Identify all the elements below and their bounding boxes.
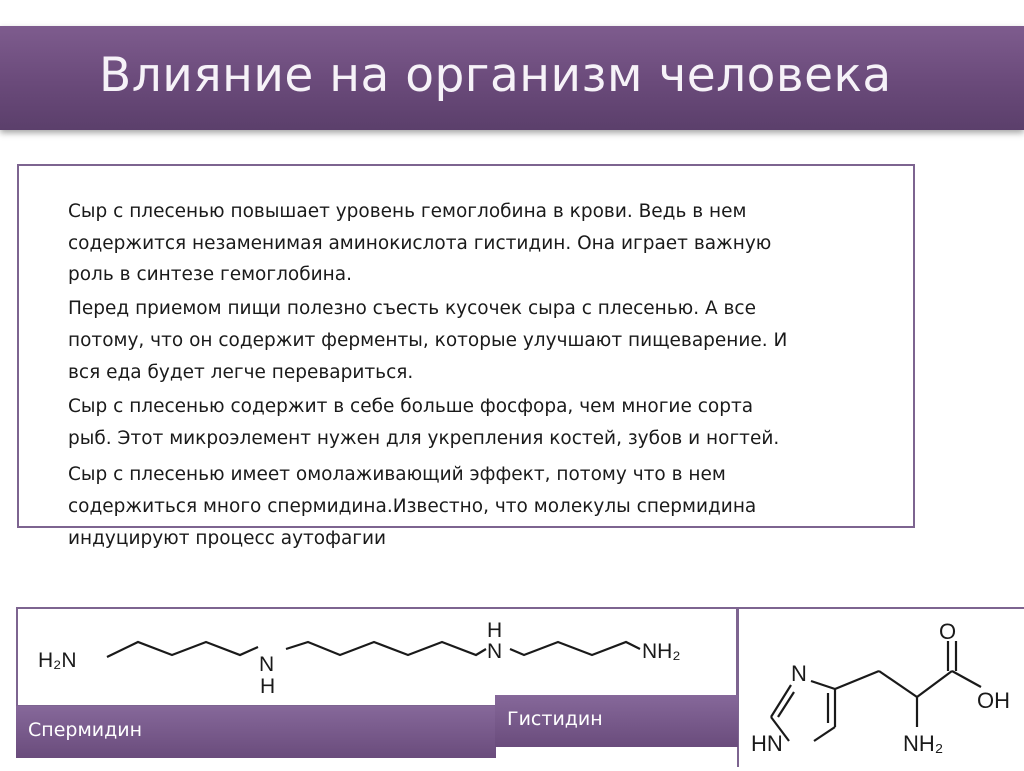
atom-n: N — [259, 653, 275, 676]
text-line: роль в синтезе гемоглобина. — [68, 264, 352, 285]
atom-h: H — [487, 619, 503, 642]
atom-nh2: NH₂ — [642, 640, 681, 663]
text-line: Сыр с плесенью повышает уровень гемоглобина в крови. Ведь в нем — [68, 201, 747, 222]
spermidine-formula-box — [16, 607, 738, 707]
text-line: содержится незаменимая аминокислота гистидин. Она играет важную — [68, 233, 772, 254]
text-line: Сыр с плесенью содержит в себе больше фосфора, чем многие сорта — [68, 396, 754, 417]
spermidine-bonds — [107, 642, 640, 657]
atom-h2n: H₂N — [38, 649, 77, 672]
atom-h: H — [260, 675, 276, 698]
text-line: Перед приемом пищи полезно съесть кусочек сыра с плесенью. А все — [68, 298, 756, 319]
histidine-bonds — [771, 641, 981, 741]
text-line: потому, что он содержит ферменты, которые улучшают пищеварение. И — [68, 330, 788, 351]
atom-n-ring: N — [791, 661, 807, 686]
text-line: индуцируют процесс аутофагии — [68, 528, 387, 549]
histidine-structure — [739, 609, 1024, 767]
atom-nh2: NH₂ — [903, 731, 944, 756]
slide-title: Влияние на организм человека — [99, 48, 892, 103]
atom-n: N — [487, 640, 503, 663]
text-line: Сыр с плесенью имеет омолаживающий эффект, потому что в нем — [68, 464, 726, 485]
text-line: вся еда будет легче перевариться. — [68, 362, 414, 383]
spermidine-structure — [18, 609, 736, 705]
text-line: содержиться много спермидина.Известно, что молекулы спермидина — [68, 496, 757, 517]
atom-o: O — [939, 619, 957, 644]
atom-oh: OH — [977, 688, 1010, 713]
atom-hn-ring: HN — [751, 731, 783, 756]
spermidine-label: Спермидин — [16, 706, 496, 758]
text-line: рыб. Этот микроэлемент нужен для укрепления костей, зубов и ногтей. — [68, 428, 780, 449]
histidine-formula-box — [737, 607, 1024, 767]
histidine-label: Гистидин — [495, 695, 738, 747]
